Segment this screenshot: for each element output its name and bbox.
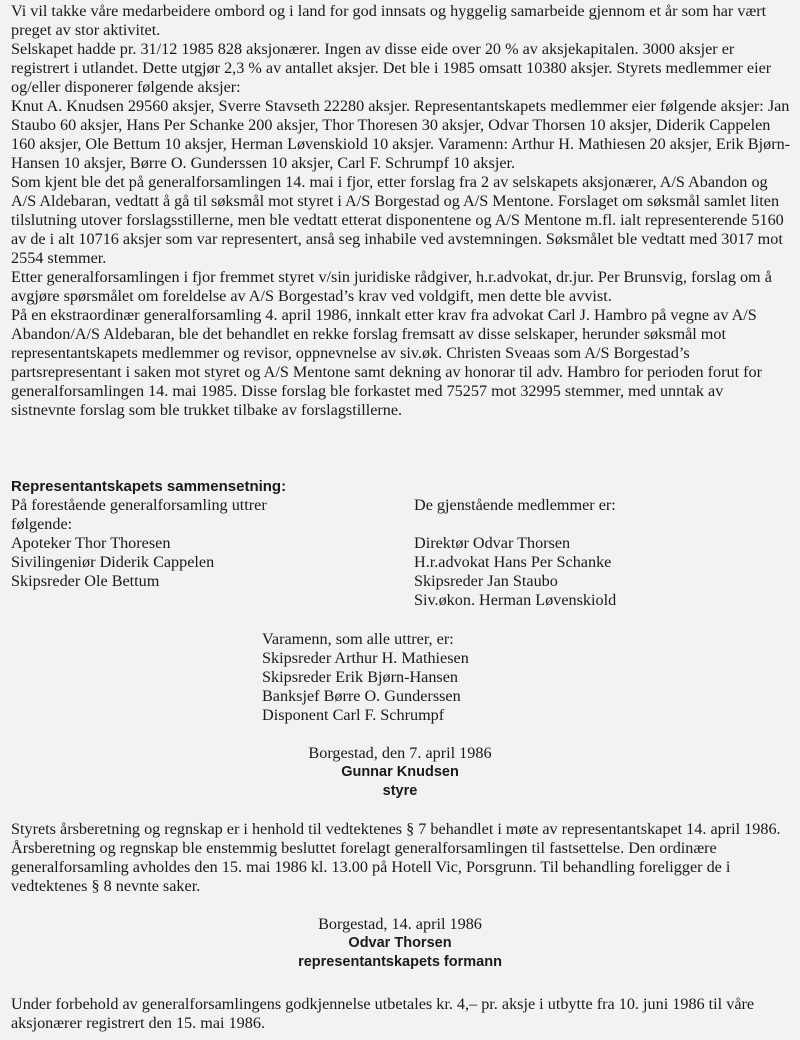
paragraph-thanks: Vi vil takke våre medarbeidere ombord og i land for god innsats og hyggelig samarbeide gjennom et år som har vært preget av stor aktivitet. [11,2,767,39]
paragraph-board-shares: Knut A. Knudsen 29560 aksjer, Sverre Stavseth 22280 aksjer. Representantskapets medlemmer eier følgende aksjer: Jan Staubo 60 aksjer, Hans Per Schanke 200 aksjer, Thor Thoresen 30 aksjer, Odvar Thorsen 10 aksjer, Diderik Cappelen 160 aksjer, Ole Bettum 10 aksjer, Herman Løvenskiold 10 aksjer. Varamenn: Arthur H. Mathiesen 20 aksjer, Erik Bjørn-Hansen 10 aksjer, Børre O. Gunderssen 10 aksjer, Carl F. Schrumpf 10 aksjer. [11,97,791,172]
deputy-member: Banksjef Børre O. Gunderssen [262,687,461,705]
signature-name: Gunnar Knudsen [341,764,459,780]
deputies-block [262,630,469,725]
paragraph-shareholders: Selskapet hadde pr. 31/12 1985 828 aksjonærer. Ingen av disse eide over 20 % av aksjekapitalen. 3000 aksjer er registrert i utlandet. Dette utgjør 2,3 % av antallet aksjer. Det ble i 1985 omsatt 10380 aksjer. Styrets medlemmer eier og/eller disponerer følgende aksjer: [11,40,772,96]
leaving-member: Apoteker Thor Thoresen [11,534,171,552]
remaining-intro: De gjenstående medlemmer er: [414,496,616,514]
leaving-intro-line: På forestående generalforsamling uttrer [11,496,267,514]
leaving-member: Sivilingeniør Diderik Cappelen [11,553,215,571]
signature-place-date: Borgestad, den 7. april 1986 [308,744,492,762]
paragraph-arbitration: Etter generalforsamlingen i fjor fremmet styret v/sin juridiske rådgiver, h.r.advokat, dr.jur. Per Brunsvig, forslag om å avgjøre spørsmålet om foreldelse av A/S Borgestad’s krav ved voldgift, men dette ble avvist. [11,268,772,305]
signature-place-date: Borgestad, 14. april 1986 [318,915,482,933]
remaining-member: H.r.advokat Hans Per Schanke [414,553,612,571]
paragraph-extraordinary-meeting: På en ekstraordinær generalforsamling 4. april 1986, innkalt etter krav fra advokat Carl J. Hambro på vegne av A/S Abandon/A/S Aldebaran, ble det behandlet en rekke forslag fremsatt av disse selskaper, herunder søksmål mot representantskapets medlemmer og revisor, oppnevnelse av siv.øk. Christen Sveaas som A/S Borgestad’s partsrepresentant i saken mot styret og A/S Mentone samt dekning av honorar til adv. Hambro for perioden forut for generalforsamlingen 14. mai 1985. Disse forslag ble forkastet med 75257 mot 32995 stemmer, med unntak av sistnevnte forslag som ble trukket tilbake av forslagstillerne. [11,306,763,419]
paragraph-dividend: Under forbehold av generalforsamlingens godkjennelse utbetales kr. 4,– pr. aksje i utbytte fra 10. juni 1986 til våre aksjonærer registrert den 15. mai 1986. [11,995,755,1032]
signature-representatives [0,915,800,972]
deputy-member: Disponent Carl F. Schrumpf [262,706,445,724]
remaining-member: Siv.økon. Herman Løvenskiold [414,591,617,609]
representatives-heading: Representantskapets sammensetning: [11,478,287,495]
paragraph-general-meeting: Styrets årsberetning og regnskap er i henhold til vedtektenes § 7 behandlet i møte av representantskapet 14. april 1986. Årsberetning og regnskap ble enstemmig besluttet forelagt generalforsamlingen til fastsettelse. Den ordinære generalforsamling avholdes den 15. mai 1986 kl. 13.00 på Hotell Vic, Porsgrunn. Til behandling foreligger de i vedtektenes § 8 nevnte saker. [11,820,781,895]
paragraph-lawsuit: Som kjent ble det på generalforsamlingen 14. mai i fjor, etter forslag fra 2 av selskapets aksjonærer, A/S Abandon og A/S Aldebaran, vedtatt å gå til søksmål mot styret i A/S Borgestad og A/S Mentone. Forslaget om søksmål samlet liten tilslutning utover forslagsstillerne, men ble vedtatt etterat disponentene og A/S Mentone m.fl. ialt representerende 5160 av de i alt 10716 aksjer som var representert, anså seg inhabile ved avstemningen. Søksmålet ble vedtatt med 3017 mot 2554 stemmer. [11,173,784,267]
remaining-members-column [414,496,616,610]
deputies-intro: Varamenn, som alle uttrer, er: [262,630,454,648]
signature-name: Odvar Thorsen [348,935,452,951]
signature-title: representantskapets formann [298,954,502,970]
leaving-member: Skipsreder Ole Bettum [11,572,160,590]
deputy-member: Skipsreder Arthur H. Mathiesen [262,649,469,667]
deputy-member: Skipsreder Erik Bjørn-Hansen [262,668,459,686]
signature-title: styre [382,783,418,799]
leaving-intro-line: følgende: [11,515,73,533]
remaining-member: Skipsreder Jan Staubo [414,572,558,590]
signature-board [0,744,800,801]
leaving-members-column [11,496,267,591]
remaining-member: Direktør Odvar Thorsen [414,534,571,552]
